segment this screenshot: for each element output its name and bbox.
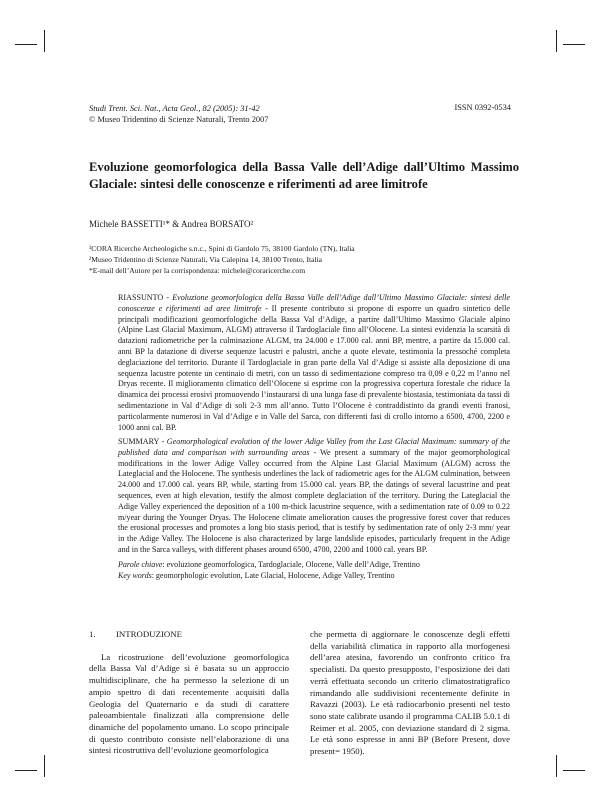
issn: ISSN 0392-0534 <box>454 103 511 112</box>
crop-mark <box>15 770 37 771</box>
body-column-left <box>89 629 289 757</box>
riassunto-abstract <box>118 293 510 433</box>
body-column-right <box>310 629 510 758</box>
summary-label: SUMMARY - <box>118 437 167 446</box>
summary-abstract <box>118 437 510 556</box>
crop-mark <box>15 44 37 45</box>
section-heading <box>89 629 289 641</box>
affiliation-email: *E-mail dell’Autore per la corrispondenza: michele@coraricerche.com <box>89 265 306 275</box>
journal-line-2: © Museo Tridentino di Scienze Naturali, Trento 2007 <box>89 115 269 124</box>
keywords <box>118 560 510 582</box>
crop-mark <box>556 30 557 52</box>
summary-title: Geomorphological evolution of the lower Adige Valley from the Last Glacial Maximum: summary of the published data and comparison with surrounding areas <box>118 437 511 457</box>
affiliation-1: ¹CORA Ricerche Archeologiche s.n.c., Spini di Gardolo 75, 38100 Gardolo (TN), Italia <box>89 244 355 253</box>
key-words-text: : geomorphologic evolution, Late Glacial, Holocene, Adige Valley, Trentino <box>151 570 395 580</box>
section-number: 1. <box>89 629 96 639</box>
journal-citation <box>89 103 268 125</box>
riassunto-label: RIASSUNTO - <box>118 293 173 302</box>
authors: Michele BASSETTI¹* & Andrea BORSATO² <box>89 219 254 229</box>
article-title: Evoluzione geomorfologica della Bassa Valle dell’Adige dall’Ultimo Massimo Glaciale: sintesi delle conoscenze e riferimenti ad aree limitrofe <box>89 160 519 191</box>
crop-mark <box>563 770 585 771</box>
riassunto-title: Evoluzione geomorfologica della Bassa Valle dell’Adige dall’Ultimo Massimo Glaciale: sintesi delle conoscenze e riferimenti ad aree limitrofe <box>118 293 510 313</box>
parole-chiave-text: : evoluzione geomorfologica, Tardoglaciale, Olocene, Valle dell’Adige, Trentino <box>162 560 420 569</box>
crop-mark <box>556 755 557 777</box>
parole-chiave <box>118 560 510 571</box>
journal-line-1: Studi Trent. Sci. Nat., Acta Geol., 82 (2005): 31-42 <box>89 104 260 113</box>
riassunto-text: - Il presente contributo si propone di esporre un quadro sintetico delle principali modificazioni geomorfologiche della Bassa Val d’Adige, a partire dall’Ultimo Massimo Glaciale alpino (Alpine Last Glacial Maximum, ALGM) attraverso il Tardoglaciale fino all’Olocene. La sintesi evidenzia la scarsità di datazioni radiometriche per la culminazione ALGM, tra 24.000 e 17.000 cal. anni BP, mentre, a partire da 15.000 cal. anni BP la datazione di diverse sequenze lacustri e palustri, anche a quote elevate, testimonia la pressoché completa deglaciazione del territorio. Durante il Tardoglaciale in gran parte della Val d’Adige si assiste alla deposizione di una sequenza lacustre potente un centinaio di metri, con un tasso di sedimentazione compreso tra 0,09 e 0,22 m l’anno nel Dryas recente. Il miglioramento climatico dell’Olocene si esprime con la progressiva copertura forestale che riduce la dinamica dei processi erosivi promuovendo l’instaurarsi di una lunga fase di prevalente biostasia, testimoniata da tassi di sedimentazione in Val d’Adige di soli 2-3 mm all’anno. Tutto l’Olocene è contraddistinto da grandi eventi franosi, particolarmente numerosi in Val d’Adige e in Valle del Sarca, con differenti fasi di crollo intorno a 6500, 4700, 2200 e 1000 anni cal. BP. <box>118 303 510 432</box>
body-paragraph-left: La ricostruzione dell’evoluzione geomorfologica della Bassa Val d’Adige si è basata su un approccio multidisciplinare, che ha permesso la selezione di un ampio spettro di dati recentemente acquisiti dalla Geologia del Quaternario e da studi di carattere paleoambientale finalizzati alla comprensione delle dinamiche del popolamento umano. Lo scopo principale di questo contributo consiste nell’elaborazione di una sintesi ricostruttiva dell’evoluzione geomorfologica <box>89 651 289 756</box>
body-paragraph-right: che permetta di aggiornare le conoscenze degli effetti della variabilità climatica in rapporto alla morfogenesi dell’area atesina, favorendo un confronto critico fra specialisti. Da questo presupposto, l’esposizione dei dati verrà effettuata secondo un criterio climatostratigrafico rimandando alle suddivisioni recentemente definite in Ravazzi (2003). Le età radiocarbonio presenti nel testo sono state calibrate usando il programma CALIB 5.0.1 di Reimer et al. 2005, con deviazione standard di 2 sigma. Le età sono espresse in anni BP (Before Present, dove present= 1950). <box>310 629 510 757</box>
crop-mark <box>44 755 45 777</box>
summary-text: - We present a summary of the major geomorphological modifications in the lower Adige Valley occurred from the Alpine Last Glacial Maximum (ALGM) across the Lateglacial and the Holocene. The synthesis underlines the lack of radiometric ages for the ALGM culmination, between 24.000 and 17.000 cal. years BP, while, starting from 15.000 cal. years BP, the datings of several lacustrine and peat sequences, even at high elevation, testify the almost complete deglaciation of the territory. During the Lateglacial the Adige Valley experienced the deposition of a 100 m-thick lacustrine sequence, with a sedimentation rate of 0.09 to 0.22 m/year during the Younger Dryas. The Holocene climate amelioration causes the progressive forest cover that reduces the erosional processes and promotes a long bio stasis period, that is testify by sedimentation rate of only 2-3 mm/ year in the Adige Valley. The Holocene is also characterized by large landslide episodes, particularly frequent in the Adige and in the Sarca valleys, with different phases around 6500, 4700, 2200 and 1000 cal. years BP. <box>118 447 510 554</box>
crop-mark <box>44 30 45 52</box>
crop-mark <box>563 44 585 45</box>
affiliation-2: ²Museo Tridentino di Scienze Naturali, Via Calepina 14, 38100 Trento, Italia <box>89 254 323 264</box>
parole-chiave-label: Parole chiave <box>118 560 163 569</box>
key-words-label: Key words <box>118 570 152 580</box>
affiliations <box>89 244 355 276</box>
section-title: INTRODUZIONE <box>116 629 182 639</box>
key-words <box>118 571 510 582</box>
